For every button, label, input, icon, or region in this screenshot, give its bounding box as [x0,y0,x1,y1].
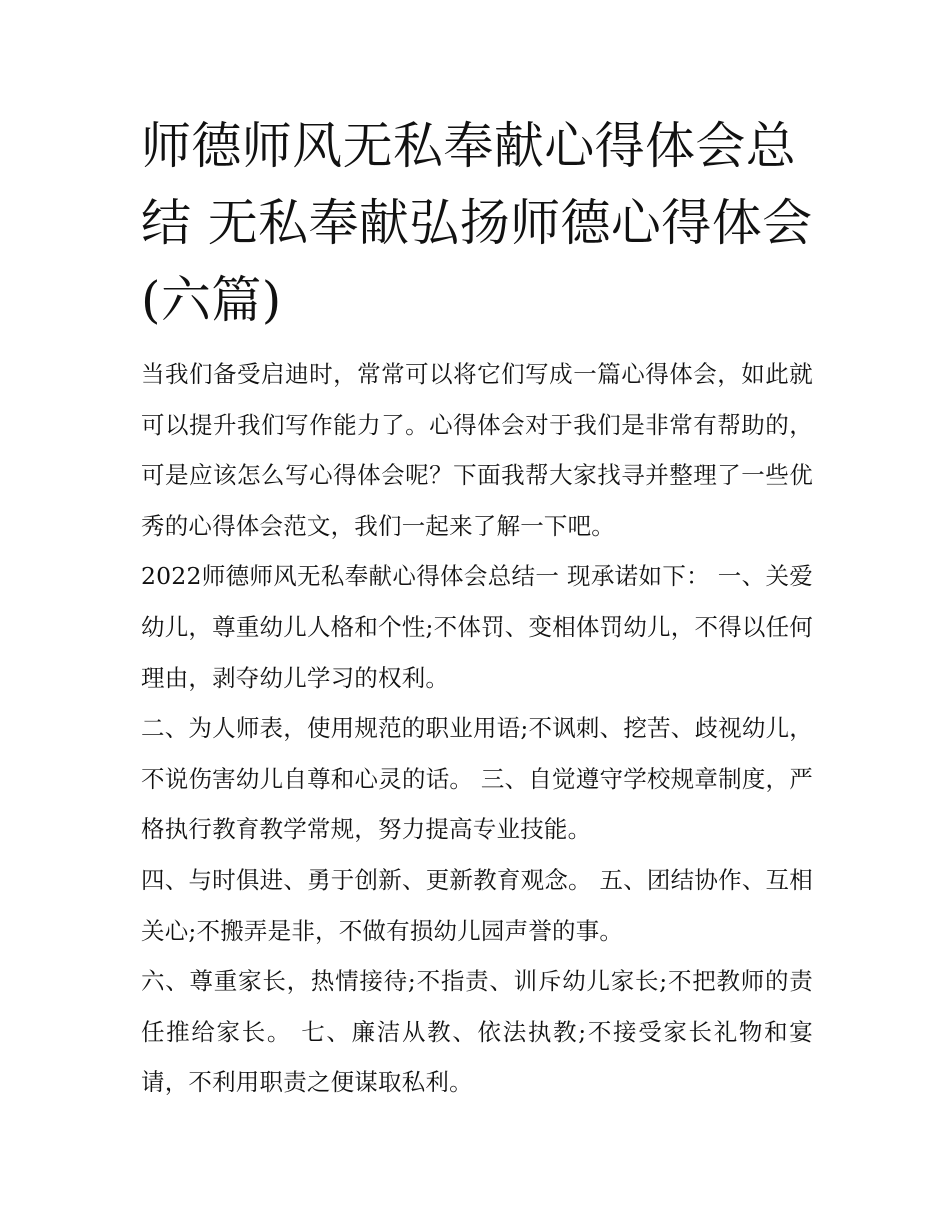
document-body [141,349,813,1108]
paragraph-pledge-four-five: 四、与时俱进、勇于创新、更新教育观念。 五、团结协作、互相关心;不搬弄是非，不做有损幼儿园声誉的事。 [141,865,813,945]
document-title: 师德师风无私奉献心得体会总结 无私奉献弘扬师德心得体会(六篇) [141,117,813,329]
document-content [141,108,813,1108]
paragraph-pledge-two-three: 二、为人师表，使用规范的职业用语;不讽刺、挖苦、歧视幼儿，不说伤害幼儿自尊和心灵的话。 三、自觉遵守学校规章制度，严格执行教育教学常规，努力提高专业技能。 [141,714,813,844]
paragraph-intro: 当我们备受启迪时，常常可以将它们写成一篇心得体会，如此就可以提升我们写作能力了。心得体会对于我们是非常有帮助的，可是应该怎么写心得体会呢？下面我帮大家找寻并整理了一些优秀的心得体会范文，我们一起来了解一下吧。 [141,360,813,540]
paragraph-pledge-six-seven: 六、尊重家长，热情接待;不指责、训斥幼儿家长;不把教师的责任推给家长。 七、廉洁从教、依法执教;不接受家长礼物和宴请，不利用职责之便谋取私利。 [141,967,813,1097]
paragraph-pledge-one: 2022师德师风无私奉献心得体会总结一 现承诺如下： 一、关爱幼儿，尊重幼儿人格和个性;不体罚、变相体罚幼儿，不得以任何理由，剥夺幼儿学习的权利。 [141,562,813,692]
